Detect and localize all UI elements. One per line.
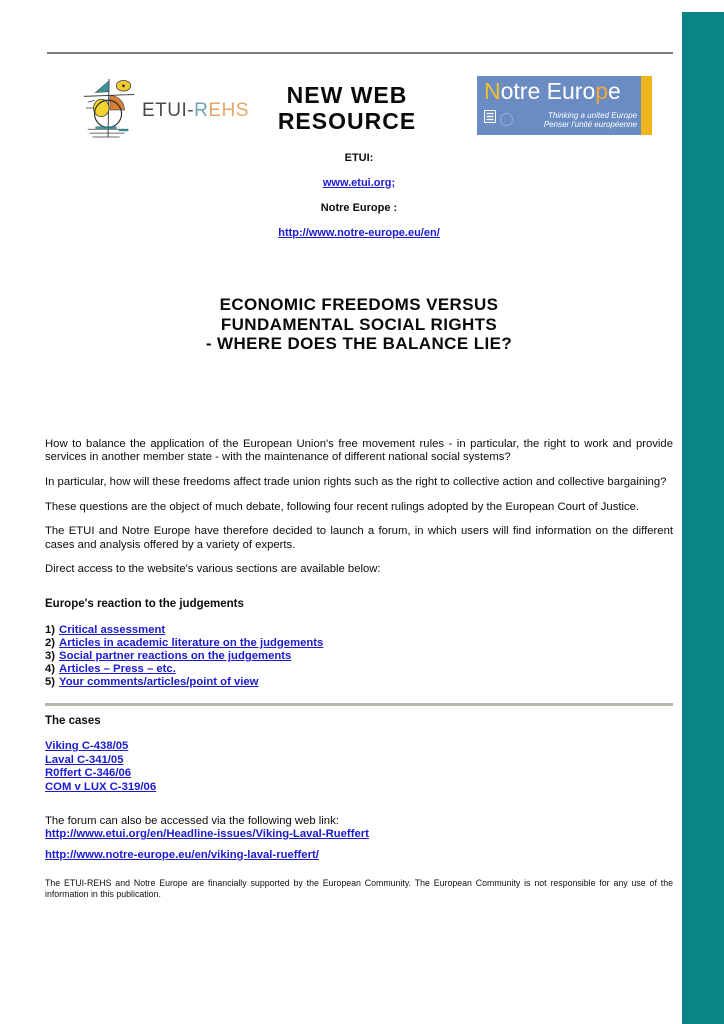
etui-label: ETUI:	[344, 152, 374, 164]
reactions-section-heading: Europe's reaction to the judgements	[45, 598, 244, 611]
document-lines-icon	[484, 110, 496, 128]
document-title-line2: RESOURCE	[277, 108, 417, 134]
list-item-number: 5)	[45, 676, 56, 689]
cases-section-heading: The cases	[45, 714, 101, 727]
section-divider-line	[45, 703, 673, 706]
social-partner-reactions-link[interactable]: Social partner reactions on the judgements	[59, 650, 292, 663]
notre-europe-forum-link[interactable]: http://www.notre-europe.eu/en/viking-laval-rueffert/	[45, 848, 319, 861]
notre-europe-logo-goldbar	[641, 76, 652, 135]
list-item	[45, 754, 673, 768]
paragraph-debate: These questions are the object of much debate, following four recent rulings adopted by the European Court of Justice.	[45, 500, 640, 513]
page-accent-bar	[682, 12, 724, 1024]
list-item	[45, 767, 673, 781]
list-item	[45, 781, 673, 795]
main-heading-line2: FUNDAMENTAL SOCIAL RIGHTS	[220, 314, 498, 334]
paragraph-forum-launch: The ETUI and Notre Europe have therefore decided to launch a forum, in which users will find information on the different cases and analysis offered by a variety of experts.	[45, 525, 673, 551]
list-item	[45, 624, 673, 637]
notre-europe-label: Notre Europe :	[320, 202, 398, 214]
academic-literature-link[interactable]: Articles in academic literature on the judgements	[59, 636, 324, 649]
funding-disclaimer: The ETUI-REHS and Notre Europe are financially supported by the European Community. The European Community is not responsible for any use of the information in this publication.	[45, 878, 673, 899]
articles-press-link[interactable]: Articles – Press – etc.	[59, 663, 176, 676]
document-body	[45, 438, 673, 899]
list-item-number: 2)	[45, 636, 56, 649]
top-divider-line	[47, 52, 673, 54]
reactions-link-list	[45, 624, 673, 690]
notre-europe-logo-icons	[484, 110, 513, 128]
document-title	[197, 82, 497, 134]
notre-europe-logo-name: Notre Europe	[484, 78, 621, 104]
forum-access-intro: The forum can also be accessed via the following web link:	[45, 815, 339, 828]
list-item	[45, 637, 673, 650]
list-item-number: 1)	[45, 623, 56, 636]
etui-rehs-logo-text: ETUI-REHS	[142, 99, 249, 121]
list-item	[45, 676, 673, 689]
etui-rehs-logo-icon	[80, 72, 138, 149]
list-item-number: 4)	[45, 663, 56, 676]
viking-case-link[interactable]: Viking C-438/05	[45, 739, 129, 752]
list-item-number: 3)	[45, 650, 56, 663]
laval-case-link[interactable]: Laval C-341/05	[45, 753, 124, 766]
etui-website-link[interactable]: www.etui.org;	[322, 177, 396, 189]
eu-stars-circle-icon	[500, 113, 513, 126]
main-heading	[45, 295, 673, 354]
case-link-list	[45, 740, 673, 795]
main-heading-line1: ECONOMIC FREEDOMS VERSUS	[219, 295, 499, 314]
paragraph-freedoms-question: In particular, how will these freedoms affect trade union rights such as the right to collective action and collective bargaining?	[45, 475, 667, 488]
paragraph-balance-question: How to balance the application of the European Union's free movement rules - in particular, the right to work and provide services in another member state - with the maintenance of different national social systems?	[45, 438, 673, 464]
main-heading-line3: - WHERE DOES THE BALANCE LIE?	[205, 334, 513, 353]
intro-links-block	[45, 152, 673, 252]
etui-forum-link[interactable]: http://www.etui.org/en/Headline-issues/Viking-Laval-Rueffert	[45, 828, 369, 841]
rueffert-case-link[interactable]: R0ffert C-346/06	[45, 767, 132, 780]
document-title-line1: NEW WEB	[286, 82, 408, 108]
list-item	[45, 740, 673, 754]
critical-assessment-link[interactable]: Critical assessment	[59, 623, 166, 636]
com-v-lux-case-link[interactable]: COM v LUX C-319/06	[45, 781, 157, 794]
list-item	[45, 650, 673, 663]
notre-europe-logo	[477, 76, 652, 135]
paragraph-direct-access: Direct access to the website's various sections are available below:	[45, 563, 381, 576]
your-comments-link[interactable]: Your comments/articles/point of view	[59, 676, 259, 689]
list-item	[45, 663, 673, 676]
notre-europe-website-link[interactable]: http://www.notre-europe.eu/en/	[278, 227, 440, 239]
notre-europe-tagline: Thinking a united Europe Penser l'unité européenne	[543, 111, 637, 129]
